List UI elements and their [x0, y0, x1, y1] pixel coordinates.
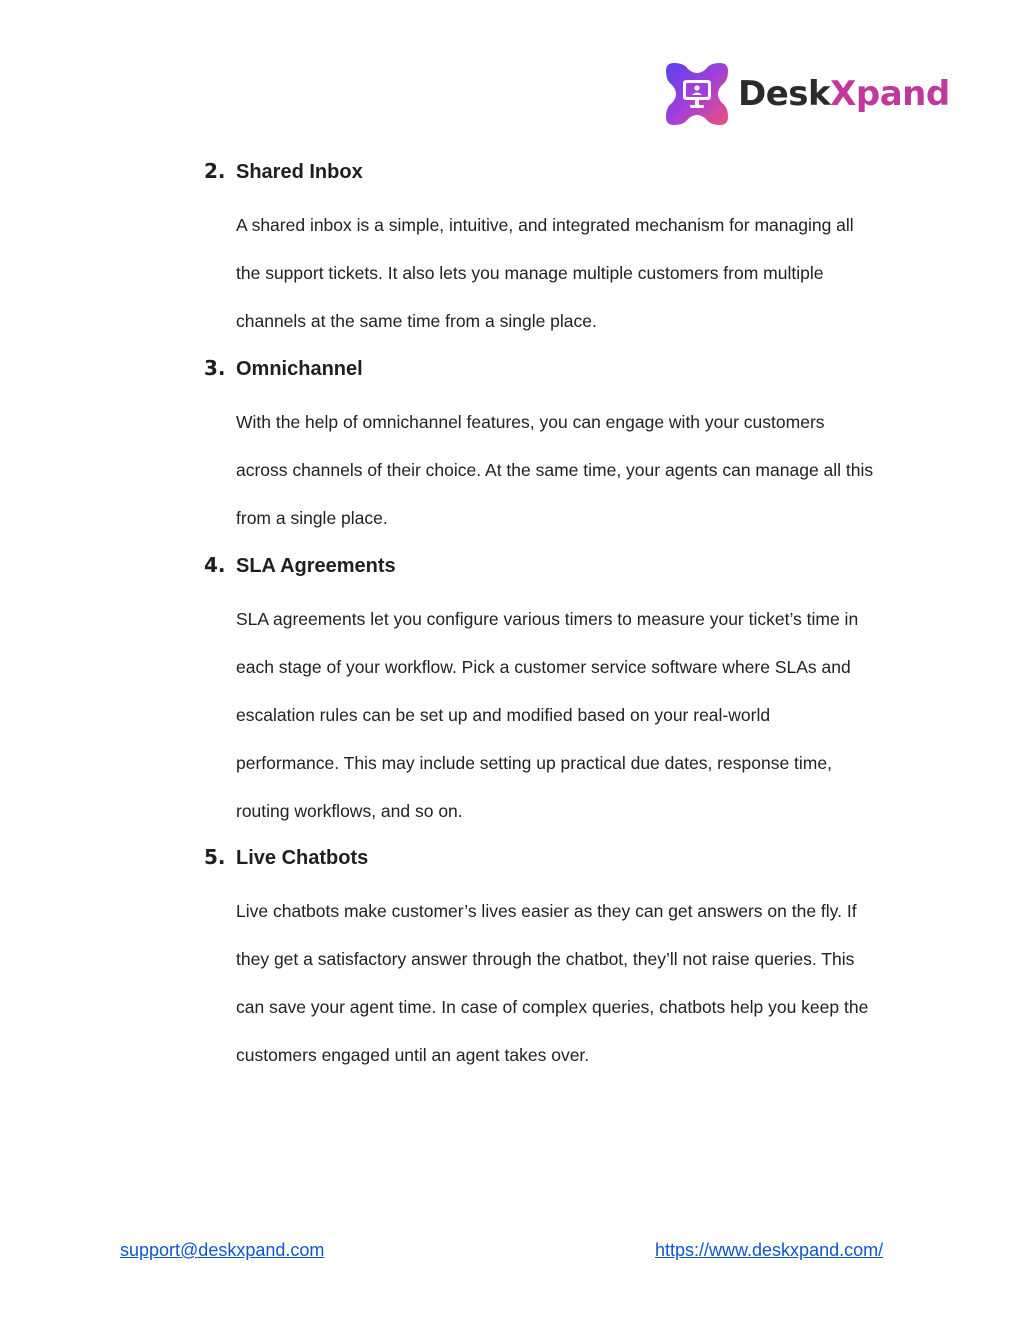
footer-website-link[interactable]: https://www.deskxpand.com/	[655, 1240, 884, 1260]
section-title: Omnichannel	[236, 358, 363, 380]
section-paragraph	[236, 595, 916, 835]
paragraph-line: A shared inbox is a simple, intuitive, and integrated mechanism for managing all	[236, 215, 854, 235]
brand-logo	[664, 60, 950, 128]
section-title: Shared Inbox	[236, 161, 363, 183]
footer-email-link[interactable]: support@deskxpand.com	[120, 1240, 325, 1260]
brand-logo-text	[738, 74, 950, 114]
paragraph-line: routing workflows, and so on.	[236, 801, 463, 821]
paragraph-line: channels at the same time from a single place.	[236, 311, 597, 331]
paragraph-line: SLA agreements let you configure various timers to measure your ticket’s time in	[236, 609, 859, 629]
paragraph-line: customers engaged until an agent takes over.	[236, 1045, 590, 1065]
logo-text-desk: Desk	[738, 74, 831, 114]
logo-text-xpand: Xpand	[830, 74, 950, 114]
section-paragraph	[236, 887, 916, 1079]
paragraph-line: can save your agent time. In case of complex queries, chatbots help you keep the	[236, 997, 869, 1017]
paragraph-line: each stage of your workflow. Pick a customer service software where SLAs and	[236, 657, 851, 677]
section-number: 2.	[204, 159, 226, 183]
paragraph-line: With the help of omnichannel features, you can engage with your customers	[236, 412, 825, 432]
paragraph-line: performance. This may include setting up practical due dates, response time,	[236, 753, 832, 773]
deskxpand-monitor-logo-icon	[664, 61, 730, 127]
paragraph-line: across channels of their choice. At the same time, your agents can manage all this	[236, 460, 874, 480]
paragraph-line: the support tickets. It also lets you manage multiple customers from multiple	[236, 263, 824, 283]
section-title: SLA Agreements	[236, 555, 396, 577]
section-paragraph	[236, 398, 916, 542]
section-number: 3.	[204, 356, 226, 380]
section-title: Live Chatbots	[236, 847, 369, 869]
paragraph-line: escalation rules can be set up and modified based on your real-world	[236, 705, 771, 725]
paragraph-line: from a single place.	[236, 508, 388, 528]
section-number: 5.	[204, 845, 226, 869]
section-paragraph	[236, 201, 916, 345]
paragraph-line: they get a satisfactory answer through the chatbot, they’ll not raise queries. This	[236, 949, 855, 969]
paragraph-line: Live chatbots make customer’s lives easier as they can get answers on the fly. If	[236, 901, 857, 921]
section-number: 4.	[204, 553, 226, 577]
